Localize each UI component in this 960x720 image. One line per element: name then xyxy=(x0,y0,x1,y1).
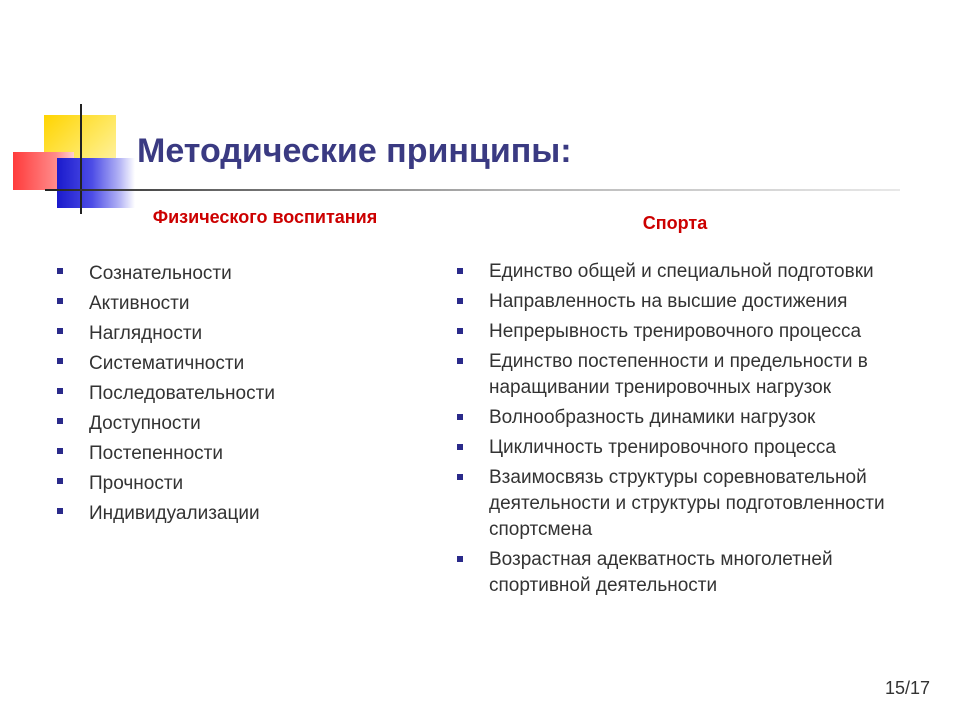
title-underline-divider xyxy=(45,189,900,191)
list-item: Единство постепенности и предельности в наращивании тренировочных нагрузок xyxy=(455,349,915,401)
list-item: Активности xyxy=(55,289,385,319)
list-item: Цикличность тренировочного процесса xyxy=(455,435,915,461)
list-item: Единство общей и специальной подготовки xyxy=(455,259,915,285)
right-column-heading: Спорта xyxy=(642,213,708,233)
decorative-blue-square xyxy=(57,158,135,208)
list-item: Волнообразность динамики нагрузок xyxy=(455,405,915,431)
list-item: Индивидуализации xyxy=(55,499,385,529)
sport-principles-list xyxy=(455,259,915,603)
list-item: Постепенности xyxy=(55,439,385,469)
list-item: Доступности xyxy=(55,409,385,439)
left-column-heading: Физического воспитания xyxy=(152,207,378,227)
list-item: Направленность на высшие достижения xyxy=(455,289,915,315)
slide-title: Методические принципы: xyxy=(137,132,572,170)
list-item: Сознательности xyxy=(55,259,385,289)
list-item: Взаимосвязь структуры соревновательной деятельности и структуры подготовленности спортсмена xyxy=(455,465,915,543)
page-number: 15/17 xyxy=(884,678,930,698)
list-item: Прочности xyxy=(55,469,385,499)
list-item: Непрерывность тренировочного процесса xyxy=(455,319,915,345)
list-item: Систематичности xyxy=(55,349,385,379)
list-item: Наглядности xyxy=(55,319,385,349)
physical-education-principles-list xyxy=(55,259,385,529)
list-item: Последовательности xyxy=(55,379,385,409)
decorative-vertical-line xyxy=(80,104,82,214)
list-item: Возрастная адекватность многолетней спортивной деятельности xyxy=(455,547,915,599)
